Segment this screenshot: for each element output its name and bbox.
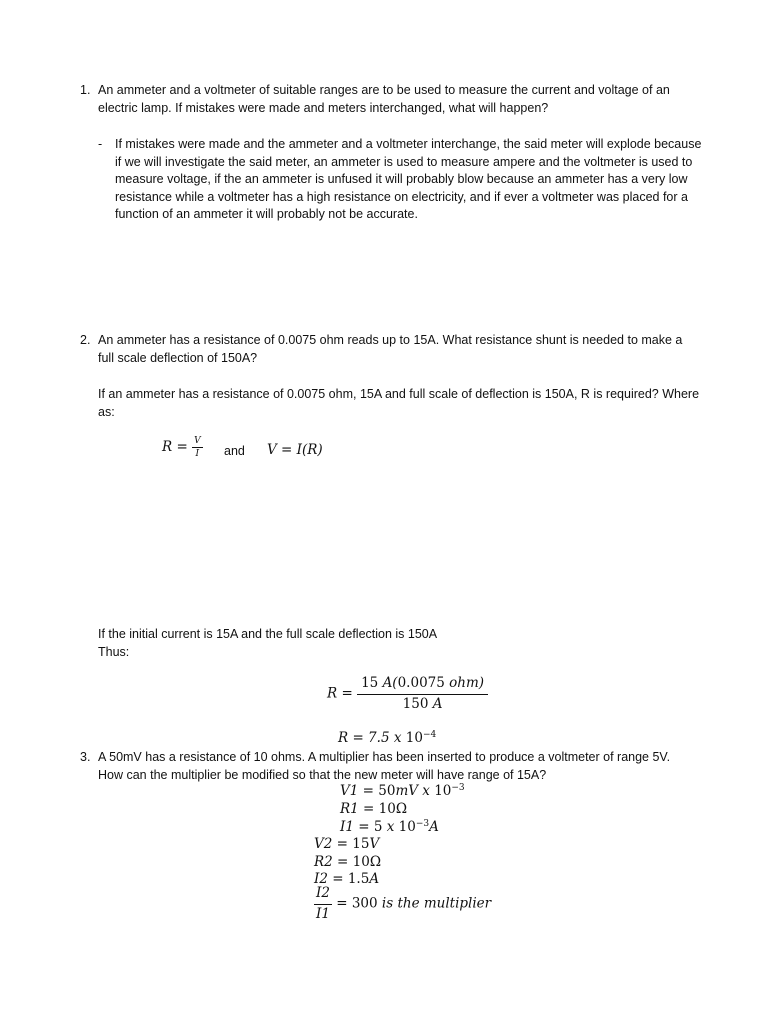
q3-i1: I1 = 5 x $10^{-3}A$ bbox=[340, 819, 439, 835]
q3-v1: V1 = 50mV x $10^{-3}$ bbox=[340, 783, 465, 799]
formula-i: I bbox=[195, 449, 200, 459]
formula-r-lhs: R = bbox=[162, 439, 188, 455]
q1-question: An ammeter and a voltmeter of suitable ranges are to be used to measure the current and voltage of an electric lamp. If mistakes were made and meters interchanged, what will happen? bbox=[98, 83, 670, 115]
formula-and: and bbox=[224, 444, 245, 458]
q3-ratio-fraction bbox=[314, 885, 332, 923]
q3-v2: V2 = 15V bbox=[314, 836, 380, 852]
formula-v-equals-ir: V = I(R) bbox=[267, 442, 323, 458]
calc-lhs: R = bbox=[327, 685, 353, 702]
q2-question: An ammeter has a resistance of 0.0075 ohm reads up to 15A. What resistance shunt is needed to make a full scale deflection of 150A? bbox=[98, 333, 683, 365]
q3-question: A 50mV has a resistance of 10 ohms. A multiplier has been inserted to produce a voltmeter of range 5V. How can the multiplier be modified so that the new meter will have range of 15A? bbox=[98, 750, 671, 782]
q3-r2: R2 = 10Ω bbox=[314, 854, 382, 870]
shunt-calculation bbox=[327, 675, 488, 713]
q3-ratio-denominator: I1 bbox=[316, 905, 330, 922]
q2-initial-current-line: If the initial current is 15A and the full scale deflection is 150A bbox=[98, 627, 438, 641]
q1-answer: If mistakes were made and the ammeter and a voltmeter interchange, the said meter will explode because if we will investigate the said meter, an ammeter is used to measure ampere and the voltmeter is used to measure voltage, if the an ammeter is unfused it will probably blow because an ammeter has a very low resistance while a voltmeter has a high resistance on electricity, and if ever a voltmeter was placed for a function of an ammeter it will probably not be accurate. bbox=[115, 137, 702, 221]
q1-number: 1. bbox=[80, 83, 91, 97]
q3-r1: R1 = 10Ω bbox=[340, 801, 408, 817]
formula-v-over-i-fraction bbox=[192, 436, 203, 459]
formula-v: V bbox=[194, 436, 201, 446]
formula-r-equals-v-over-i bbox=[162, 436, 203, 459]
calc-numerator: 15 A(0.0075 ohm) bbox=[357, 675, 488, 695]
q3-number: 3. bbox=[80, 750, 91, 764]
q3-multiplier-ratio: $\frac{I2}{I1}$ = 300 is the multiplier bbox=[316, 885, 492, 922]
calc-denominator: 150 A bbox=[402, 695, 443, 712]
q1-answer-dash: - bbox=[98, 137, 103, 151]
q2-number: 2. bbox=[80, 333, 91, 347]
q2-answer-intro: If an ammeter has a resistance of 0.0075 ohm, 15A and full scale of deflection is 150A, R is required? Where as: bbox=[98, 387, 700, 419]
shunt-result: R = 7.5 x $10^{-4}$ bbox=[338, 730, 437, 746]
q3-ratio-numerator: I2 bbox=[314, 885, 332, 905]
calc-fraction bbox=[357, 675, 488, 713]
q3-i2: I2 = 1.5A bbox=[314, 871, 380, 887]
q2-thus: Thus: bbox=[98, 645, 130, 659]
